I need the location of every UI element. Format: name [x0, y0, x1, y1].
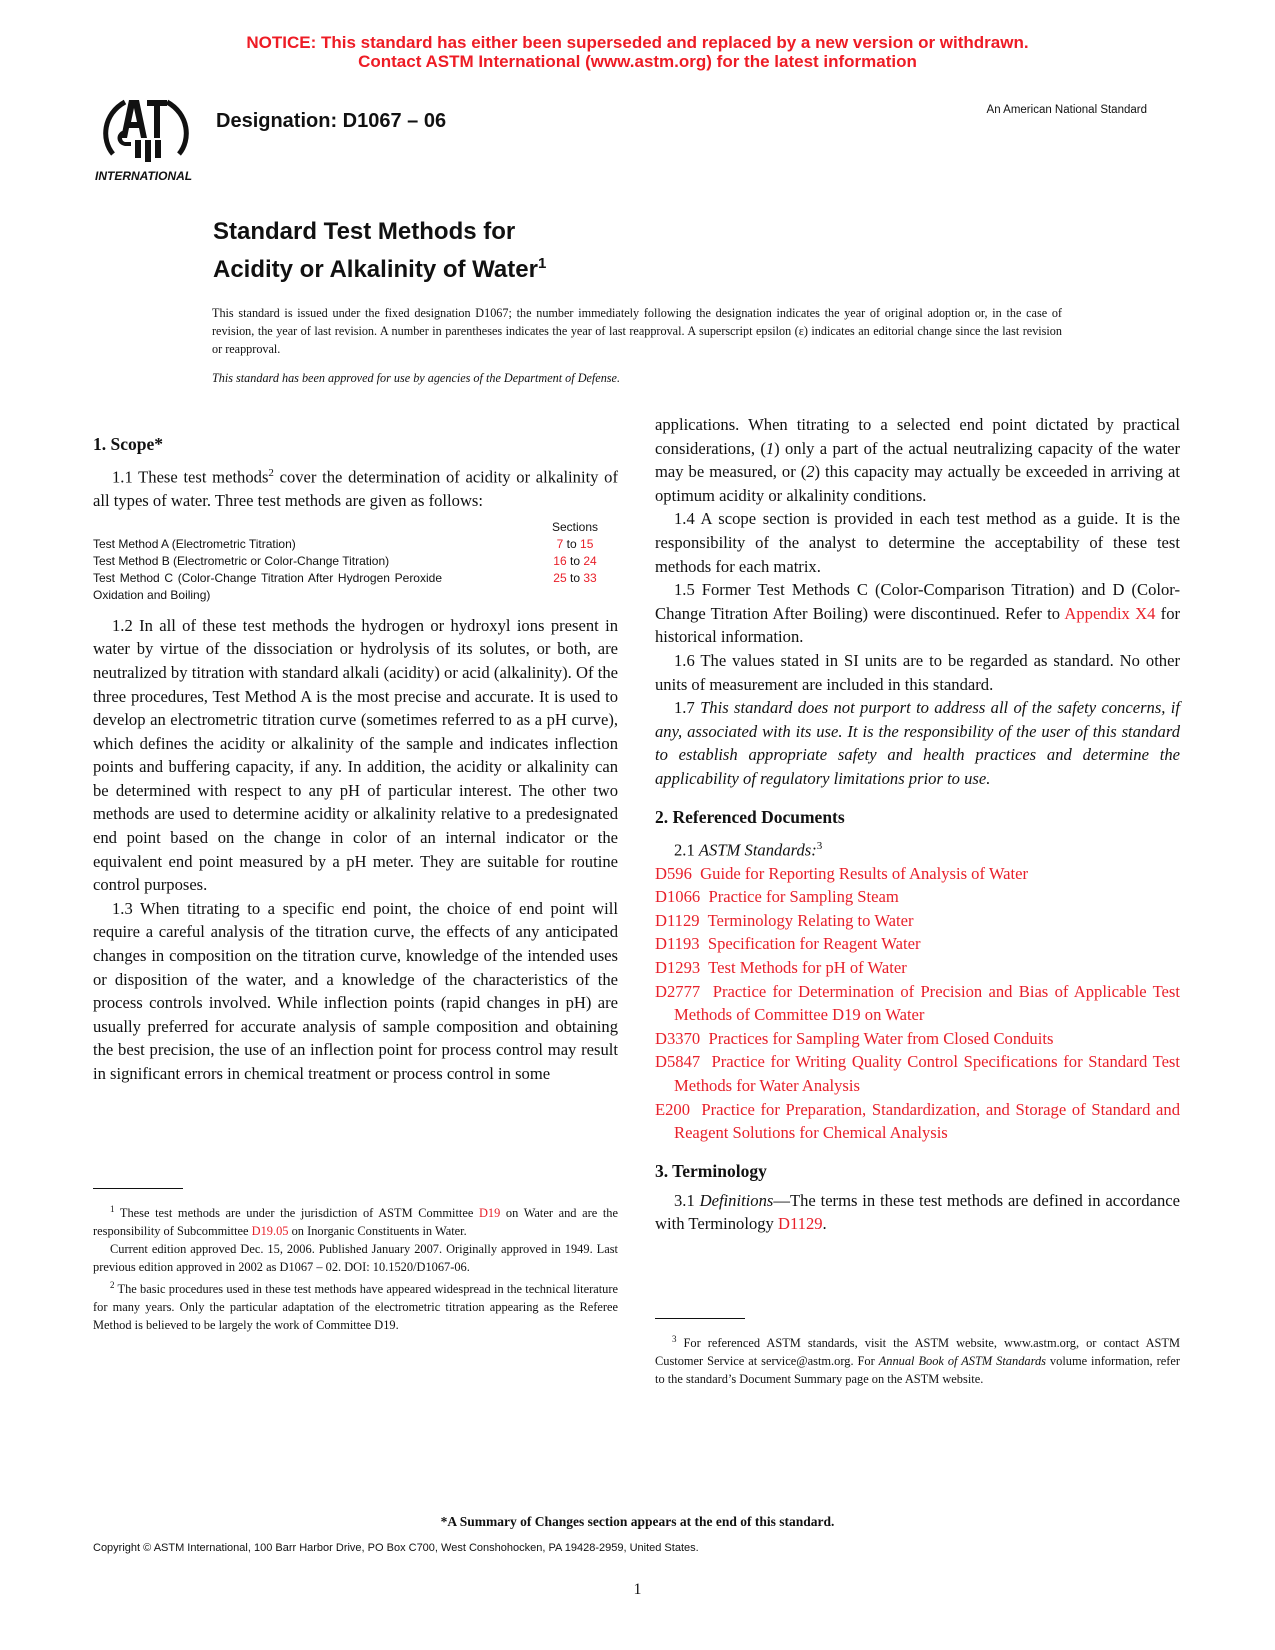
notice-banner — [0, 33, 1275, 71]
ref-title-link[interactable]: Practice for Sampling Steam — [708, 887, 899, 907]
method-name: Test Method C (Color-Change Titration After Hydrogen Peroxide Oxidation and Boiling) — [93, 570, 442, 602]
list-item — [655, 1027, 1180, 1051]
d1129-link[interactable]: D1129 — [777, 1214, 823, 1234]
american-national-standard: An American National Standard — [986, 104, 1147, 116]
page-number: 1 — [633, 1581, 642, 1598]
left-column — [93, 432, 618, 1086]
scope-1-2: 1.2 In all of these test methods the hydrogen or hydroxyl ions present in water by virtue of the dissociation or hydrolysis of its solutes, or both, are neutralized by titration with standard alkali (acidity) or acid (alkalinity). Of the three procedures, Test Method A is the most precise and accurate. It is used to develop an electrometric titration curve (sometimes referred to as a pH curve), which defines the acidity or alkalinity of the sample and indicates inflection points and buffering capacity, if any. In addition, the acidity or alkalinity can be determined with respect to any pH of particular interest. The other two methods are used to determine acidity or alkalinity relative to a predesignated end point based on the change in color of an internal indicator or the equivalent end point measured by a pH meter. They are suitable for routine control purposes. — [93, 615, 618, 895]
footnote-3-ref[interactable]: 3 — [816, 839, 823, 852]
footnote-divider — [93, 1188, 183, 1189]
section-link[interactable]: 33 — [583, 570, 597, 585]
scope-heading: 1. Scope* — [93, 434, 163, 454]
footnote-2: $^2$ The basic procedures used in these test methods have appeared widespread in the technical literature for many years. Only the particular adaptation of the electrometric titration appearing as the Referee Method is believed to be largely the work of Committee D19. — [93, 1280, 618, 1333]
ref-code-link[interactable]: D1193 — [655, 934, 700, 954]
preamble-text: This standard is issued under the fixed designation D1067; the number immediately following the designation indicates the year of original adoption or, in the case of revision, the year of last revision. A number in parentheses indicates the year of last reapproval. A superscript epsilon (ε) indicates an editorial change since the last revision or reapproval. — [212, 306, 1062, 356]
footnote-3: $^3$ For referenced ASTM standards, visit the ASTM website, www.astm.org, or contact ASTM Customer Service at service@astm.org. For Annual Book of ASTM Standards volume information, refer to the standard’s Document Summary page on the ASTM website. — [655, 1334, 1180, 1387]
ref-code-link[interactable]: D2777 — [655, 981, 701, 1001]
list-item — [655, 1098, 1180, 1145]
scope-1-6: 1.6 The values stated in SI units are to be regarded as standard. No other units of measurement are included in this standard. — [655, 650, 1180, 694]
section-link[interactable]: 7 — [556, 536, 564, 551]
ref-code-link[interactable]: E200 — [655, 1099, 691, 1119]
ref-code-link[interactable]: D1066 — [655, 887, 701, 907]
sections-header: Sections — [551, 519, 599, 534]
footnote-2-ref[interactable]: 2 — [268, 467, 274, 479]
astm-logo-icon — [95, 92, 197, 184]
right-footnotes — [655, 1318, 1180, 1388]
list-item — [655, 932, 1180, 956]
title-footnote-ref[interactable]: 1 — [537, 255, 547, 272]
ref-code-link[interactable]: D5847 — [655, 1052, 701, 1072]
ref-code-link[interactable]: D3370 — [655, 1028, 701, 1048]
appendix-x4-link[interactable]: Appendix X4 — [1064, 603, 1156, 623]
scope-1-3-continued: applications. When titrating to a selected end point dictated by practical considerations, (1) only a part of the actual neutralizing capacity of the water may be measured, or (2) this capacity may actually be exceeded in arriving at optimum acidity or alkalinity conditions. — [655, 415, 1180, 505]
ref-title-link[interactable]: Test Methods for pH of Water — [708, 958, 907, 977]
methods-table — [93, 519, 618, 604]
list-item — [655, 862, 1180, 886]
ref-title-link[interactable]: Practice for Writing Quality Control Specifications for Standard Test Methods for Water Analysis — [674, 1052, 1181, 1095]
scope-1-5: 1.5 Former Test Methods C (Color-Comparison Titration) and D (Color-Change Titration After Boiling) were discontinued. Refer to Appendix X4 for historical information. — [655, 580, 1181, 647]
method-name: Test Method A (Electrometric Titration) — [93, 536, 296, 551]
summary-of-changes-note: *A Summary of Changes section appears at the end of this standard. — [440, 1514, 835, 1529]
table-row: Test Method B (Electrometric or Color-Change Titration) 16 to 24 — [93, 553, 597, 568]
terminology-heading: 3. Terminology — [655, 1160, 767, 1181]
section-link[interactable]: 25 — [553, 570, 567, 585]
astm-standards-subheading: 2.1 ASTM Standards:$^3$ — [674, 839, 823, 860]
list-item — [655, 1050, 1180, 1097]
ref-title-link[interactable]: Specification for Reagent Water — [707, 934, 921, 954]
list-item — [655, 956, 1180, 980]
notice-line-1: NOTICE: This standard has either been superseded and replaced by a new version or withdrawn. — [246, 33, 1029, 52]
footnote-1-edition: Current edition approved Dec. 15, 2006. Published January 2007. Originally approved in 1949. Last previous edition approved in 2002 as D1067 – 02. DOI: 10.1520/D1067-06. — [93, 1242, 618, 1275]
left-footnotes — [93, 1188, 618, 1334]
ref-code-link[interactable]: D1293 — [655, 958, 701, 977]
footnote-divider — [655, 1318, 745, 1319]
right-column — [655, 413, 1180, 1236]
title-line-2: Acidity or Alkalinity of Water$^1$ — [213, 255, 547, 283]
ref-title-link[interactable]: Practices for Sampling Water from Closed Conduits — [708, 1028, 1054, 1048]
astm-logo — [95, 92, 197, 184]
list-item — [655, 980, 1180, 1027]
dod-approval: This standard has been approved for use by agencies of the Department of Defense. — [212, 371, 620, 385]
title-line-1: Standard Test Methods for — [213, 218, 516, 245]
ref-title-link[interactable]: Practice for Determination of Precision and Bias of Applicable Test Methods of Committee D19 on Water — [674, 981, 1180, 1025]
logo-text: INTERNATIONAL — [95, 169, 193, 183]
method-name: Test Method B (Electrometric or Color-Change Titration) — [93, 553, 390, 568]
d19-link[interactable]: D19 — [478, 1206, 501, 1221]
table-row: Test Method C (Color-Change Titration After Hydrogen Peroxide Oxidation and Boiling) 25 to 33 — [93, 570, 597, 602]
section-link[interactable]: 16 — [553, 553, 567, 568]
referenced-documents-heading: 2. Referenced Documents — [655, 806, 845, 827]
scope-1-7: 1.7 This standard does not purport to address all of the safety concerns, if any, associated with its use. It is the responsibility of the user of this standard to establish appropriate safety and health practices and determine the applicability of regulatory limitations prior to use. — [655, 698, 1180, 788]
d19-05-link[interactable]: D19.05 — [251, 1224, 289, 1239]
list-item — [655, 909, 1180, 933]
ref-code-link[interactable]: D1129 — [655, 910, 700, 930]
reference-list — [655, 862, 1180, 1145]
preamble — [212, 304, 1062, 387]
designation: Designation: D1067 – 06 — [216, 110, 447, 132]
scope-1-1: 1.1 These test methods$^2$ cover the determination of acidity or alkalinity of all types of water. Three test methods are given as follows: — [93, 467, 618, 511]
scope-1-3: 1.3 When titrating to a specific end point, the choice of end point will require a careful analysis of the titration curve, the effects of any anticipated changes in composition on the titration curve, knowledge of the intended uses or disposition of the water, and a knowledge of the characteristics of the process controls involved. While inflection points (rapid changes in pH) are usually preferred for accurate analysis of sample composition and obtaining the best precision, the use of an inflection point for process control may result in significant errors in chemical treatment or process control in some — [93, 898, 618, 1083]
terminology-3-1: 3.1 Definitions—The terms in these test methods are defined in accordance with Terminology D1129. — [655, 1190, 1180, 1234]
table-row: Test Method A (Electrometric Titration) 7 to 15 — [93, 536, 594, 551]
copyright: Copyright © ASTM International, 100 Barr Harbor Drive, PO Box C700, West Conshohocken, PA 19428-2959, United States. — [93, 1542, 699, 1554]
ref-title-link[interactable]: Guide for Reporting Results of Analysis of Water — [700, 863, 1029, 883]
ref-code-link[interactable]: D596 — [655, 863, 692, 883]
scope-1-4: 1.4 A scope section is provided in each test method as a guide. It is the responsibility of the analyst to determine the acceptability of these test methods for each matrix. — [655, 509, 1180, 576]
section-link[interactable]: 15 — [580, 536, 594, 551]
notice-line-2: Contact ASTM International (www.astm.org) for the latest information — [358, 52, 917, 71]
ref-title-link[interactable]: Terminology Relating to Water — [707, 910, 914, 930]
section-link[interactable]: 24 — [583, 553, 597, 568]
page-title — [213, 216, 546, 286]
ref-title-link[interactable]: Practice for Preparation, Standardization, and Storage of Standard and Reagent Solutions for Chemical Analysis — [674, 1099, 1181, 1143]
footnote-1: $^1$ These test methods are under the jurisdiction of ASTM Committee D19 on Water and are the responsibility of Subcommittee D19.05 on Inorganic Constituents in Water. — [93, 1204, 619, 1239]
list-item — [655, 885, 1180, 909]
